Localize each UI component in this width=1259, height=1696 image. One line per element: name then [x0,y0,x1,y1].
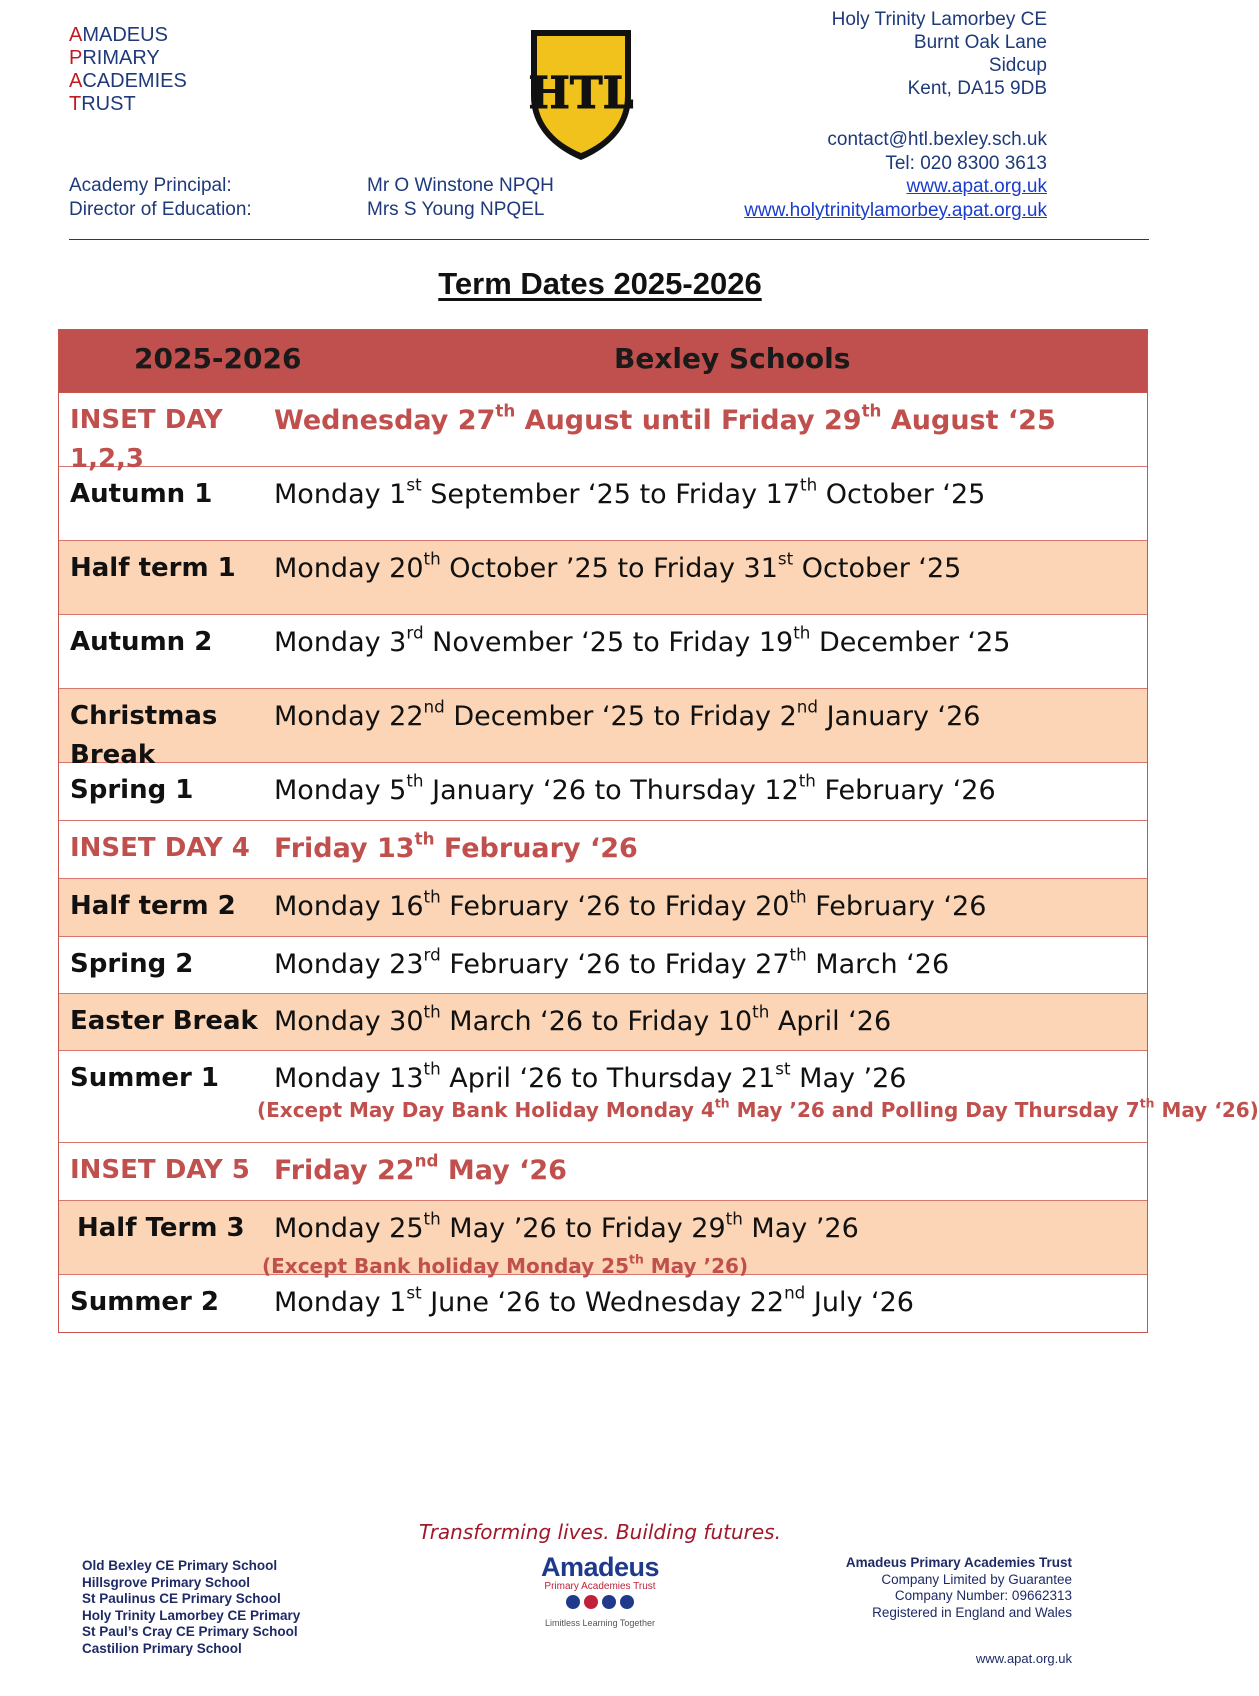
table-row [59,821,1147,879]
ordinal-suffix: rd [423,944,441,965]
school-name: Holy Trinity Lamorbey CE Primary [82,1607,301,1623]
term-dates [274,475,985,514]
date-text: June ‘26 to Wednesday 22 [421,1287,785,1318]
term-label: Spring 2 [70,949,194,979]
trust-name-line [69,47,187,70]
date-text: January ‘26 to Thursday 12 [423,775,799,806]
name-director: Mrs S Young NPQEL [367,198,545,220]
term-dates [274,623,1010,662]
role-director: Director of Education: [69,198,252,220]
address-line: Burnt Oak Lane [913,32,1047,53]
header-schools: Bexley Schools [614,342,851,375]
date-text: May ’26 to Friday 29 [440,1213,726,1244]
term-label: Summer 2 [70,1287,220,1317]
trust-website-link[interactable]: www.apat.org.uk [906,176,1047,197]
trust-word: RUST [81,93,136,115]
term-dates [274,771,996,810]
ordinal-suffix: th [423,1058,441,1079]
term-label: Autumn 1 [70,479,213,509]
term-dates-table [58,329,1259,1333]
company-name: Amadeus Primary Academies Trust [845,1555,1072,1570]
ordinal-suffix: st [777,548,794,569]
term-dates [274,1151,567,1190]
trust-initial: T [69,93,82,115]
address-line: Sidcup [988,55,1047,76]
address-line: Holy Trinity Lamorbey CE [831,9,1047,30]
ordinal-suffix: th [414,828,435,849]
trust-name-line [69,93,187,116]
logo-tagline: Limitless Learning Together [545,1618,655,1628]
ordinal-suffix: st [406,474,422,495]
email-text[interactable]: contact@htl.bexley.sch.uk [827,129,1047,150]
date-text: Monday 23 [274,949,424,980]
telephone-text: Tel: 020 8300 3613 [885,152,1047,174]
term-label: Half term 2 [70,891,236,921]
logo-subtitle: Primary Academies Trust [544,1581,656,1592]
table-row [59,763,1147,821]
ordinal-suffix: th [423,548,441,569]
term-label: Easter Break [70,1006,258,1036]
company-info [846,1555,1072,1621]
ordinal-suffix: th [861,400,882,421]
school-name: Old Bexley CE Primary School [82,1558,278,1573]
date-text: Monday 20 [274,553,424,584]
table-row [59,1201,1147,1278]
logo-name: Amadeus [540,1552,660,1582]
date-text: August ‘25 [881,405,1056,436]
term-dates [274,887,986,926]
term-dates [274,1002,891,1041]
term-label: INSET DAY 4 [70,833,250,863]
date-text: Friday 13 [274,833,415,864]
date-text: March ‘26 [806,949,950,980]
term-dates [274,1283,914,1322]
date-text: September ‘25 to Friday 17 [421,479,801,510]
trust-initial: A [69,24,83,46]
date-text: February ‘26 to Friday 20 [440,891,790,922]
name-principal: Mr O Winstone NPQH [367,175,554,196]
term-exception-note [257,1095,1259,1122]
ordinal-suffix: th [798,770,816,791]
date-text: (Except Bank holiday Monday 25 [262,1254,630,1278]
page-title: Term Dates 2025-2026 [438,266,762,301]
school-name: St Paulinus CE Primary School [82,1591,281,1606]
school-website-link[interactable]: www.holytrinitylamorbey.apat.org.uk [744,199,1047,221]
company-line: Registered in England and Wales [872,1604,1072,1620]
staff-roles [69,174,252,221]
logo-dot [584,1595,598,1609]
date-text: Monday 30 [274,1006,424,1037]
trust-word: MADEUS [82,24,168,46]
school-address [832,8,1047,100]
logo-dot [602,1595,616,1609]
date-text: February ‘26 to Friday 27 [440,949,790,980]
school-name: St Paul’s Cray CE Primary School [82,1624,298,1639]
date-text: November ‘25 to Friday 19 [423,627,794,658]
ordinal-suffix: th [714,1095,730,1111]
trust-initial: A [69,70,83,92]
date-text: Monday 3 [274,627,407,658]
term-label: Half term 1 [70,553,236,583]
term-dates [274,401,1056,440]
schools-list [82,1558,300,1657]
date-text: Wednesday 27 [274,405,496,436]
table-row [59,393,1147,474]
ordinal-suffix: nd [784,1282,806,1303]
footer-website[interactable]: www.apat.org.uk [975,1651,1072,1666]
ordinal-suffix: th [423,886,441,907]
ordinal-suffix: th [495,400,516,421]
term-dates [274,697,980,736]
ordinal-suffix: th [406,770,424,791]
ordinal-suffix: rd [406,622,424,643]
ordinal-suffix: st [775,1058,791,1079]
term-label: Christmas Break [70,701,218,770]
term-dates [274,829,638,868]
date-text: July ‘26 [805,1287,914,1318]
ordinal-suffix: nd [423,696,445,717]
term-dates [274,945,949,984]
date-text: October ’25 to Friday 31 [440,553,778,584]
date-text: May ’26 [742,1213,859,1244]
table-row [59,615,1147,689]
amadeus-logo [520,1552,680,1628]
term-label: Half Term 3 [77,1213,245,1243]
date-text: May ’26) [643,1254,749,1278]
date-text: Monday 1 [274,479,407,510]
date-text: Monday 5 [274,775,407,806]
ordinal-suffix: th [752,1001,770,1022]
date-text: March ‘26 to Friday 10 [440,1006,753,1037]
date-text: Monday 25 [274,1213,424,1244]
term-dates [274,1059,907,1098]
date-text: October ‘25 [817,479,986,510]
date-text: Monday 1 [274,1287,407,1318]
ordinal-suffix: th [793,622,811,643]
header-year: 2025-2026 [134,342,302,375]
date-text: August until Friday 29 [515,405,862,436]
school-crest-logo [525,26,637,162]
date-text: February ‘26 [806,891,987,922]
company-line: Company Number: 09662313 [894,1588,1072,1603]
logo-dot [620,1595,634,1609]
date-text: April ‘26 [769,1006,892,1037]
ordinal-suffix: th [629,1251,644,1267]
role-principal: Academy Principal: [69,175,232,196]
trust-word: CADEMIES [82,70,187,92]
table-row [59,994,1147,1051]
ordinal-suffix: th [423,1208,441,1229]
trust-name-line [69,70,187,93]
term-label: INSET DAY 5 [70,1155,250,1185]
ordinal-suffix: th [789,944,807,965]
date-text: May ‘26 [438,1155,567,1186]
staff-names [367,174,554,221]
date-text: February ‘26 [815,775,996,806]
trust-name-line [69,24,187,47]
logo-dot [566,1595,580,1609]
date-text: May ‘26) [1154,1098,1259,1122]
term-label: INSET DAY 1,2,3 [70,405,223,474]
trust-word: RIMARY [82,47,160,69]
table-header-row [59,330,1147,393]
term-label: Spring 1 [70,775,194,805]
date-text: October ‘25 [793,553,962,584]
date-text: December ‘25 to Friday 2 [444,701,797,732]
ordinal-suffix: th [423,1001,441,1022]
date-text: (Except May Day Bank Holiday Monday 4 [257,1098,715,1122]
school-name: Hillsgrove Primary School [82,1574,251,1590]
date-text: Monday 16 [274,891,424,922]
date-text: Friday 22 [274,1155,415,1186]
ordinal-suffix: th [1139,1095,1155,1111]
address-line: Kent, DA15 9DB [907,78,1047,99]
crest-monogram: HTL [528,68,634,119]
table-row [59,689,1147,770]
ordinal-suffix: th [789,886,807,907]
trust-initial: P [69,47,83,69]
date-text: January ‘26 [817,701,981,732]
term-label: Summer 1 [70,1063,220,1093]
ordinal-suffix: th [725,1208,743,1229]
trust-name-block [69,24,187,116]
ordinal-suffix: st [406,1282,422,1303]
table-row [59,1275,1147,1332]
school-name: Castilion Primary School [82,1640,242,1656]
term-dates [274,1209,859,1248]
contact-block [744,128,1047,222]
ordinal-suffix: nd [414,1150,439,1171]
date-text: Monday 22 [274,701,424,732]
company-line: Company Limited by Guarantee [881,1571,1072,1587]
date-text: May ’26 and Polling Day Thursday 7 [729,1098,1140,1122]
date-text: December ‘25 [810,627,1011,658]
term-label: Autumn 2 [70,627,213,657]
date-text: May ’26 [790,1063,907,1094]
date-text: April ‘26 to Thursday 21 [440,1063,776,1094]
ordinal-suffix: nd [796,696,818,717]
table-row [59,1051,1259,1143]
table-row [59,879,1147,937]
table-row [59,1143,1147,1201]
table-row [59,541,1147,615]
header-divider [69,239,1149,240]
table-row [59,937,1147,994]
table-row [59,467,1147,541]
ordinal-suffix: th [800,474,818,495]
date-text: Monday 13 [274,1063,424,1094]
date-text: February ‘26 [434,833,638,864]
term-dates [274,549,961,588]
tagline: Transforming lives. Building futures. [419,1520,781,1544]
logo-dots [520,1595,680,1614]
